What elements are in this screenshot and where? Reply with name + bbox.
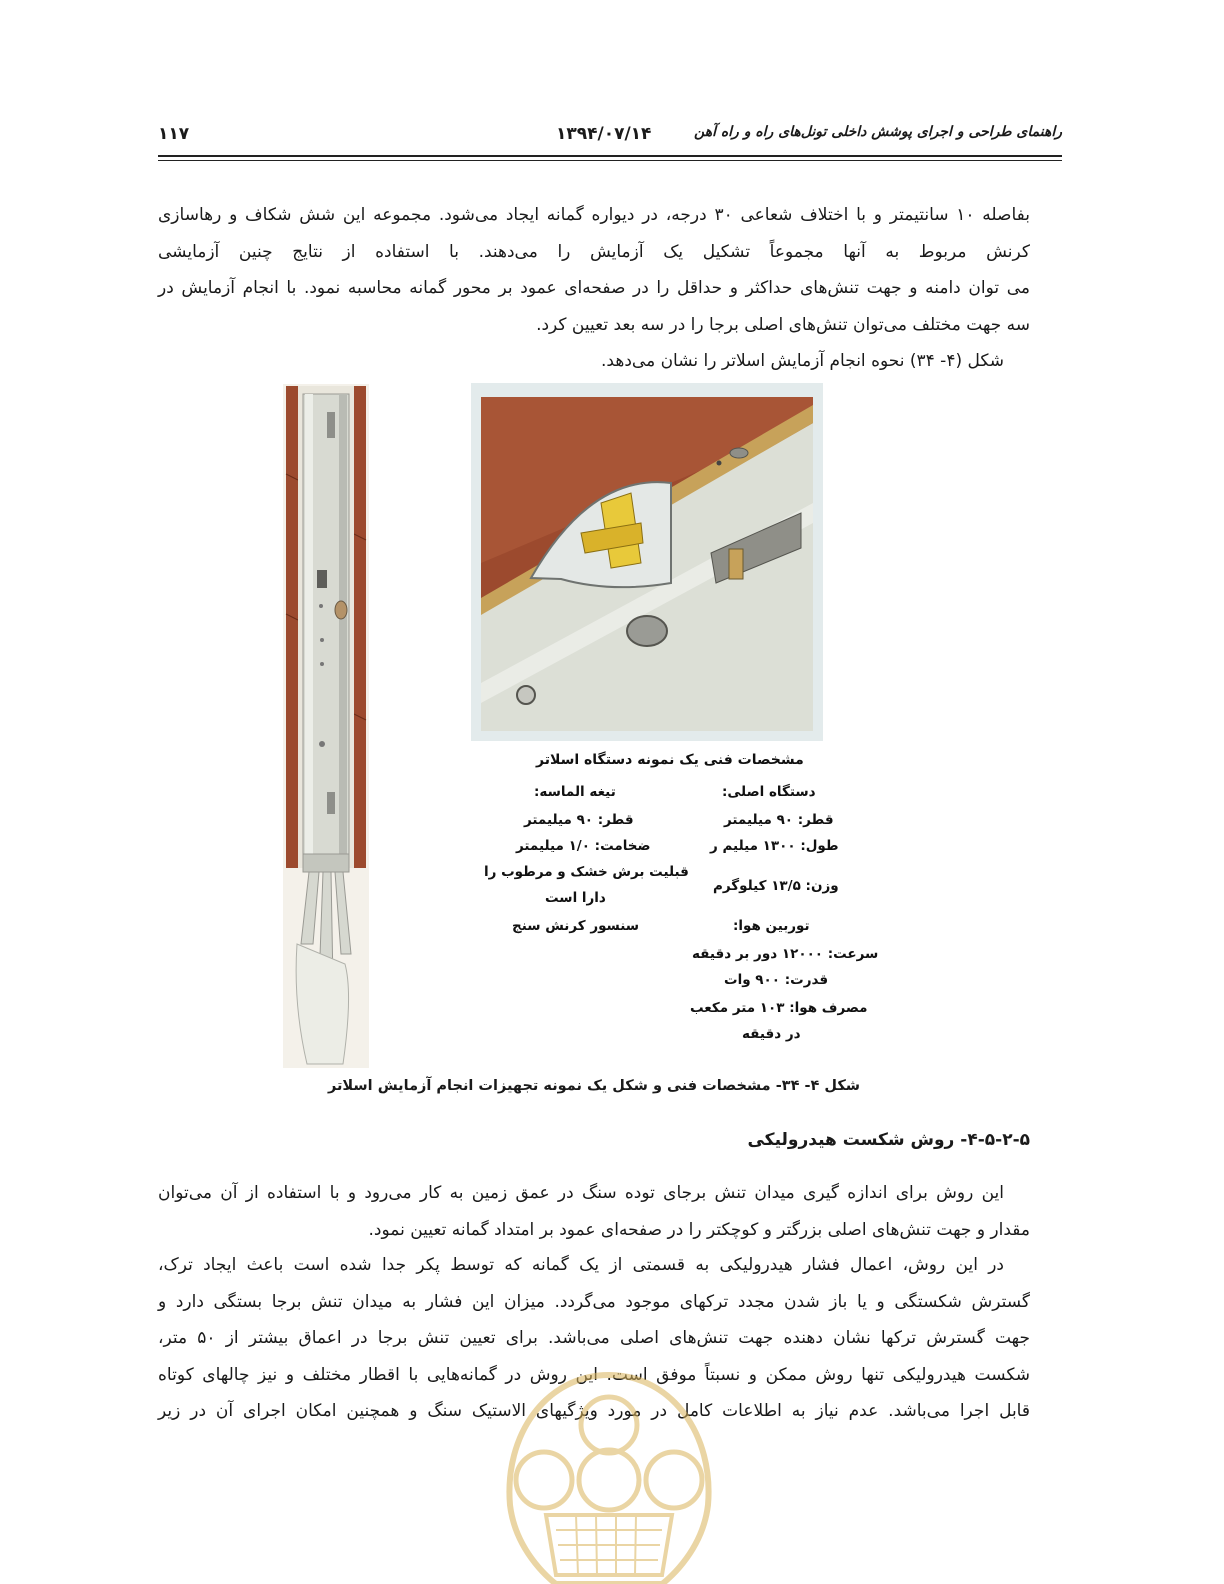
- text-line: می توان دامنه و جهت تنش‌های حداکثر و حداقل را در صفحه‌ای عمود بر محور گمانه محاسبه نمود. با انجام آزمایش در: [158, 278, 1030, 298]
- blade-thickness: ضخامت: ۱/۰ میلیمتر: [516, 838, 651, 854]
- text-line: شکست هیدرولیکی تنها روش ممکن و نسبتاً موفق است. این روش در گمانه‌هایی با اقطار مختلف و نیز چالهای کوتاه: [158, 1364, 1030, 1385]
- header-date: ۱۳۹۴/۰۷/۱۴: [556, 124, 652, 144]
- strain-sensor: سنسور کرنش سنج: [512, 918, 640, 934]
- text-line: قابل اجرا می‌باشد. عدم نیاز به اطلاعات کامل در مورد ویژگیهای الاستیک سنگ و همچنین امکان اجرای آن در زیر: [158, 1401, 1030, 1421]
- blade-label: تیغه الماسه:: [534, 784, 616, 800]
- figure-reference: [158, 343, 1004, 380]
- figure-caption: شکل ۴- ۳۴- مشخصات فنی و شکل یک نمونه تجهیزات انجام آزمایش اسلاتر: [327, 1078, 861, 1094]
- text-line: گسترش شکستگی و یا باز شدن مجدد ترکهای موجود می‌گردد. میزان این فشار به میدان تنش برجا بستگی دارد و: [158, 1291, 1030, 1312]
- blade-cut-ability-cont: دارا است: [545, 890, 606, 906]
- turbine-speed: سرعت: ۱۲۰۰۰ دور بر دقیقه: [692, 946, 879, 962]
- main-device-length: طول: ۱۳۰۰ میلیم ر: [710, 838, 839, 854]
- main-device-label: دستگاه اصلی:: [722, 784, 816, 800]
- paragraph-method: [158, 1175, 1030, 1248]
- watermark-seal-icon: [486, 1365, 732, 1584]
- main-device-diameter: قطر: ۹۰ میلیمتر: [724, 812, 834, 828]
- document-title: راهنمای طراحی و اجرای پوشش داخلی تونل‌های راه و راه آهن: [694, 124, 1062, 140]
- spec-heading: مشخصات فنی یک نمونه دستگاه اسلاتر: [536, 752, 804, 768]
- text-line: سه جهت مختلف می‌توان تنش‌های اصلی برجا را در سه بعد تعیین کرد.: [536, 314, 1030, 335]
- header-rule-thin: [158, 160, 1062, 161]
- text-line: کرنش مربوط به آنها مجموعاً تشکیل یک آزمایش را می‌دهند. با استفاده از نتایج چنین آزمایشی: [158, 241, 1030, 262]
- borehole-tool-illustration: [283, 384, 369, 1068]
- header-rule: [158, 155, 1062, 157]
- blade-cut-ability: قبلیت برش خشک و مرطوب را: [484, 864, 689, 880]
- main-device-weight: وزن: ۱۳/۵ کیلوگرم: [713, 878, 839, 894]
- text-line: جهت گسترش ترکها نشان دهنده جهت تنش‌های اصلی می‌باشد. برای تعیین تنش برجا در اعماق بیشتر از ۵۰ متر،: [158, 1328, 1030, 1348]
- air-consumption-cont: در دقیقه: [742, 1026, 801, 1042]
- text-line: مقدار و جهت تنش‌های اصلی بزرگتر و کوچکتر را در صفحه‌ای عمود بر امتداد گمانه تعیین نمود.: [368, 1219, 1030, 1240]
- text-line: بفاصله ۱۰ سانتیمتر و با اختلاف شعاعی ۳۰ درجه، در دیواره گمانه ایجاد می‌شود. مجموعه این شش شکاف و رهاسازی: [158, 205, 1030, 225]
- slotter-device-illustration: [471, 383, 823, 741]
- section-heading: ۴-۵-۲-۵- روش شکست هیدرولیکی: [747, 1130, 1030, 1150]
- paragraph-intro: [158, 197, 1030, 343]
- text-line: این روش برای اندازه گیری میدان تنش برجای توده سنگ در عمق زمین به کار می‌رود و با استفاده از آن می‌توان: [158, 1183, 1004, 1203]
- air-consumption: مصرف هوا: ۱۰۳ متر مکعب: [690, 1000, 868, 1016]
- blade-diameter: قطر: ۹۰ میلیمتر: [524, 812, 634, 828]
- text-line: شکل (۴- ۳۴) نحوه انجام آزمایش اسلاتر را نشان می‌دهد.: [601, 351, 1004, 371]
- turbine-power: قدرت: ۹۰۰ وات: [724, 972, 829, 988]
- page-header: [158, 118, 1062, 154]
- turbine-label: توربین هوا:: [733, 918, 810, 934]
- text-line: در این روش، اعمال فشار هیدرولیکی به قسمتی از یک گمانه که توسط پکر جدا شده است باعث ایجاد ترک،: [158, 1255, 1004, 1275]
- page-number: ۱۱۷: [158, 124, 190, 144]
